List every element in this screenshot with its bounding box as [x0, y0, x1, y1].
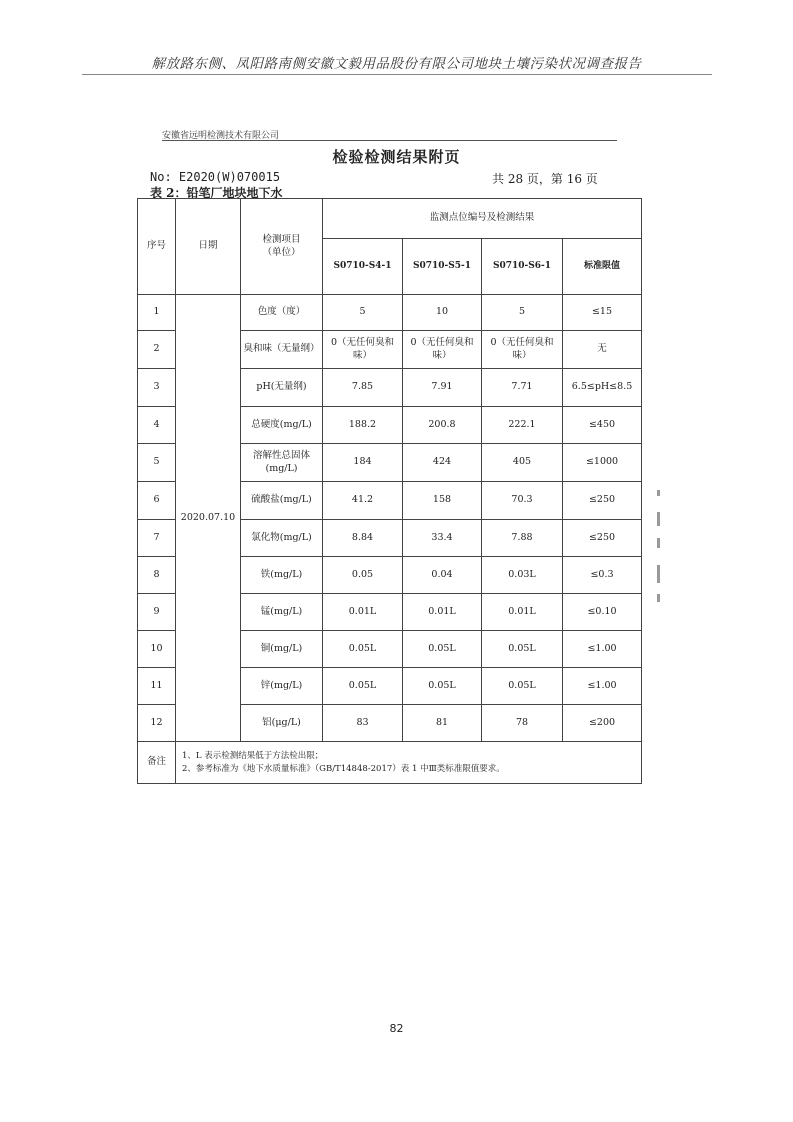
row-value: 78 [482, 705, 563, 742]
row-item: 臭和味（无量纲） [241, 331, 323, 369]
row-standard: ≤15 [563, 295, 642, 331]
row-value: 81 [403, 705, 482, 742]
remarks [176, 742, 642, 784]
row-value: 0（无任何臭和味） [403, 331, 482, 369]
row-seq: 8 [138, 557, 176, 594]
row-standard: ≤0.10 [563, 594, 642, 631]
row-standard: ≤1.00 [563, 668, 642, 705]
row-seq: 11 [138, 668, 176, 705]
row-value: 424 [403, 444, 482, 482]
row-value: 0.05L [323, 631, 403, 668]
row-item: 硫酸盐(mg/L) [241, 482, 323, 520]
remark-2: 2、参考标准为《地下水质量标准》（GB/T14848-2017）表 1 中Ⅲ类标准限值要求。 [182, 763, 505, 774]
row-value: 8.84 [323, 520, 403, 557]
header-date: 日期 [176, 199, 241, 295]
row-item: 铁(mg/L) [241, 557, 323, 594]
remarks-label: 备注 [138, 742, 176, 784]
row-value: 0（无任何臭和味） [323, 331, 403, 369]
row-value: 33.4 [403, 520, 482, 557]
row-value: 158 [403, 482, 482, 520]
row-value: 7.88 [482, 520, 563, 557]
table-row [138, 295, 642, 331]
row-seq: 7 [138, 520, 176, 557]
header-sample-s6: S0710-S6-1 [482, 239, 563, 295]
lab-rule [162, 140, 617, 141]
row-standard: ≤250 [563, 520, 642, 557]
row-standard: 6.5≤pH≤8.5 [563, 369, 642, 407]
row-value: 0.01L [323, 594, 403, 631]
row-seq: 2 [138, 331, 176, 369]
row-value: 188.2 [323, 407, 403, 444]
row-value: 0（无任何臭和味） [482, 331, 563, 369]
row-value: 70.3 [482, 482, 563, 520]
row-seq: 1 [138, 295, 176, 331]
row-value: 0.01L [482, 594, 563, 631]
row-seq: 12 [138, 705, 176, 742]
row-seq: 9 [138, 594, 176, 631]
row-item: 锌(mg/L) [241, 668, 323, 705]
report-number: No: E2020(W)070015 [150, 170, 281, 184]
row-item: 溶解性总固体 (mg/L) [241, 444, 323, 482]
row-value: 0.05L [403, 631, 482, 668]
row-seq: 3 [138, 369, 176, 407]
row-seq: 5 [138, 444, 176, 482]
row-item: 铜(mg/L) [241, 631, 323, 668]
remark-1: 1、L 表示检测结果低于方法检出限； [182, 750, 324, 761]
row-item: 氯化物(mg/L) [241, 520, 323, 557]
header-item: 检测项目 （单位） [241, 199, 323, 295]
row-value: 0.05 [323, 557, 403, 594]
row-standard: ≤0.3 [563, 557, 642, 594]
header-sample-s5: S0710-S5-1 [403, 239, 482, 295]
row-standard: ≤200 [563, 705, 642, 742]
row-value: 41.2 [323, 482, 403, 520]
lab-name: 安徽省远明检测技术有限公司 [162, 131, 280, 141]
scan-artifact [657, 490, 663, 605]
row-item: 铝(μg/L) [241, 705, 323, 742]
row-standard: ≤1000 [563, 444, 642, 482]
row-value: 405 [482, 444, 563, 482]
page-number: 82 [389, 1022, 404, 1035]
row-seq: 4 [138, 407, 176, 444]
row-value: 10 [403, 295, 482, 331]
row-item: pH(无量纲) [241, 369, 323, 407]
row-value: 0.05L [403, 668, 482, 705]
header-sample-s4: S0710-S4-1 [323, 239, 403, 295]
row-item: 锰(mg/L) [241, 594, 323, 631]
doc-title: 检验检测结果附页 [332, 148, 461, 166]
row-item: 总硬度(mg/L) [241, 407, 323, 444]
row-value: 5 [482, 295, 563, 331]
header-rule [82, 74, 712, 75]
row-standard: ≤450 [563, 407, 642, 444]
row-value: 7.91 [403, 369, 482, 407]
row-value: 7.71 [482, 369, 563, 407]
row-seq: 6 [138, 482, 176, 520]
row-value: 0.05L [323, 668, 403, 705]
row-value: 0.03L [482, 557, 563, 594]
row-standard: ≤250 [563, 482, 642, 520]
row-value: 0.04 [403, 557, 482, 594]
row-value: 222.1 [482, 407, 563, 444]
row-standard: ≤1.00 [563, 631, 642, 668]
row-standard: 无 [563, 331, 642, 369]
sampling-date: 2020.07.10 [176, 295, 241, 742]
row-item: 色度（度） [241, 295, 323, 331]
header-group: 监测点位编号及检测结果 [323, 199, 642, 239]
table-caption: 表 2：铅笔厂地块地下水 [150, 186, 283, 200]
results-table [137, 198, 642, 784]
row-value: 200.8 [403, 407, 482, 444]
row-seq: 10 [138, 631, 176, 668]
row-value: 5 [323, 295, 403, 331]
row-value: 0.01L [403, 594, 482, 631]
header-standard: 标准限值 [563, 239, 642, 295]
running-header: 解放路东侧、凤阳路南侧安徽文毅用品股份有限公司地块土壤污染状况调查报告 [151, 56, 642, 72]
row-value: 7.85 [323, 369, 403, 407]
row-value: 0.05L [482, 668, 563, 705]
header-seq: 序号 [138, 199, 176, 295]
row-value: 83 [323, 705, 403, 742]
results-body [138, 295, 642, 742]
row-value: 184 [323, 444, 403, 482]
page-count: 共 28 页，第 16 页 [492, 172, 598, 186]
row-value: 0.05L [482, 631, 563, 668]
